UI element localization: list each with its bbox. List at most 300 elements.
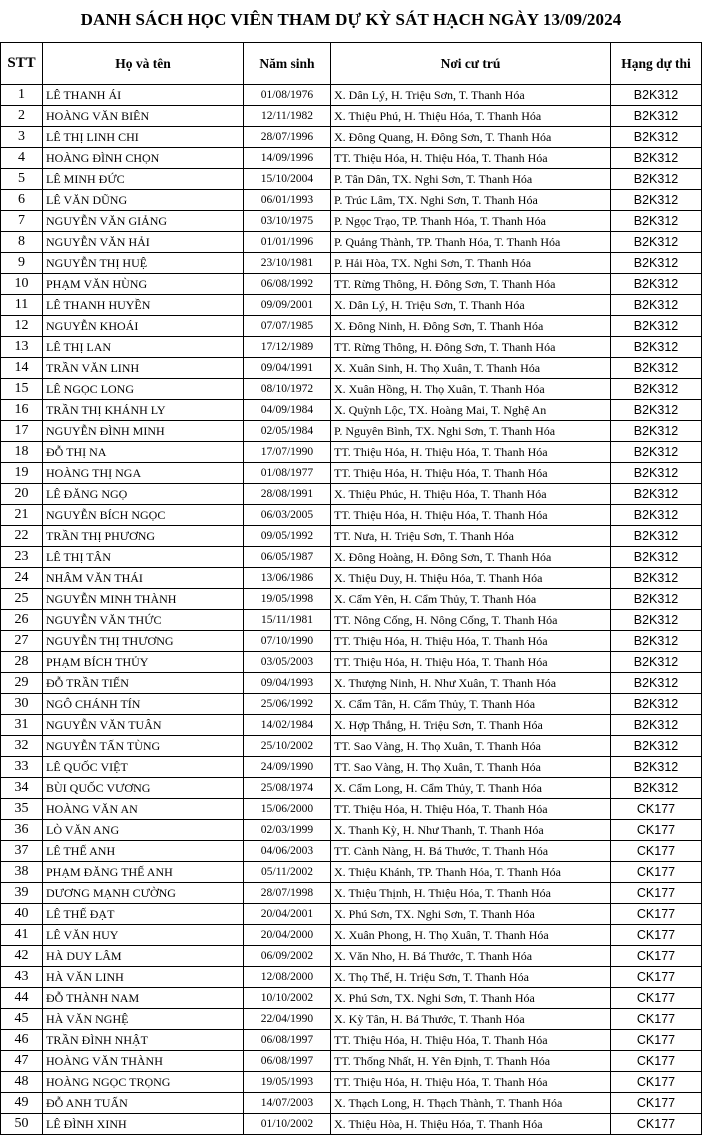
cell-name: ĐỖ ANH TUẤN	[43, 1093, 244, 1114]
cell-dob: 07/10/1990	[244, 631, 331, 652]
cell-rank: B2K312	[611, 232, 702, 253]
cell-name: LÊ ĐÌNH XINH	[43, 1114, 244, 1135]
cell-dob: 06/08/1997	[244, 1051, 331, 1072]
cell-rank: B2K312	[611, 253, 702, 274]
cell-address: X. Văn Nho, H. Bá Thước, T. Thanh Hóa	[331, 946, 611, 967]
table-row	[1, 421, 702, 442]
page-title: DANH SÁCH HỌC VIÊN THAM DỰ KỲ SÁT HẠCH NGÀY 13/09/2024	[80, 10, 622, 29]
table-row	[1, 1114, 702, 1135]
cell-rank: B2K312	[611, 316, 702, 337]
cell-name: ĐỖ THỊ NA	[43, 442, 244, 463]
cell-rank: B2K312	[611, 421, 702, 442]
cell-rank: B2K312	[611, 547, 702, 568]
table-row	[1, 1030, 702, 1051]
cell-dob: 12/08/2000	[244, 967, 331, 988]
cell-address: TT. Thiệu Hóa, H. Thiệu Hóa, T. Thanh Hóa	[331, 1072, 611, 1093]
table-row	[1, 526, 702, 547]
cell-address: P. Ngọc Trạo, TP. Thanh Hóa, T. Thanh Hóa	[331, 211, 611, 232]
cell-stt: 46	[1, 1030, 43, 1051]
cell-stt: 9	[1, 253, 43, 274]
cell-stt: 2	[1, 106, 43, 127]
table-row	[1, 988, 702, 1009]
cell-name: TRẦN THỊ PHƯƠNG	[43, 526, 244, 547]
cell-dob: 22/04/1990	[244, 1009, 331, 1030]
cell-name: LÊ NGỌC LONG	[43, 379, 244, 400]
table-row	[1, 841, 702, 862]
cell-rank: CK177	[611, 967, 702, 988]
cell-address: TT. Nông Cống, H. Nông Cống, T. Thanh Hóa	[331, 610, 611, 631]
cell-stt: 27	[1, 631, 43, 652]
cell-dob: 06/09/2002	[244, 946, 331, 967]
cell-name: NGUYỄN TẤN TÙNG	[43, 736, 244, 757]
cell-stt: 50	[1, 1114, 43, 1135]
cell-dob: 10/10/2002	[244, 988, 331, 1009]
cell-stt: 3	[1, 127, 43, 148]
cell-stt: 20	[1, 484, 43, 505]
table-row	[1, 736, 702, 757]
cell-rank: CK177	[611, 946, 702, 967]
cell-name: HOÀNG ĐÌNH CHỌN	[43, 148, 244, 169]
cell-dob: 14/02/1984	[244, 715, 331, 736]
cell-stt: 40	[1, 904, 43, 925]
cell-rank: CK177	[611, 1114, 702, 1135]
cell-rank: B2K312	[611, 169, 702, 190]
cell-name: LÊ THỊ TÂN	[43, 547, 244, 568]
cell-rank: CK177	[611, 1009, 702, 1030]
table-row	[1, 274, 702, 295]
cell-address: TT. Thống Nhất, H. Yên Định, T. Thanh Hóa	[331, 1051, 611, 1072]
cell-rank: B2K312	[611, 526, 702, 547]
cell-rank: B2K312	[611, 274, 702, 295]
cell-name: NGUYỄN THỊ THƯƠNG	[43, 631, 244, 652]
cell-stt: 41	[1, 925, 43, 946]
header-address: Nơi cư trú	[331, 43, 611, 85]
cell-dob: 09/04/1993	[244, 673, 331, 694]
table-row	[1, 757, 702, 778]
header-name: Họ và tên	[43, 43, 244, 85]
table-row	[1, 694, 702, 715]
table-row	[1, 967, 702, 988]
table-row	[1, 190, 702, 211]
table-row	[1, 253, 702, 274]
cell-name: PHẠM BÍCH THỦY	[43, 652, 244, 673]
cell-name: PHẠM ĐĂNG THẾ ANH	[43, 862, 244, 883]
table-row	[1, 610, 702, 631]
cell-rank: B2K312	[611, 568, 702, 589]
cell-stt: 45	[1, 1009, 43, 1030]
cell-stt: 12	[1, 316, 43, 337]
table-row	[1, 904, 702, 925]
cell-stt: 39	[1, 883, 43, 904]
cell-dob: 28/08/1991	[244, 484, 331, 505]
cell-address: X. Thượng Ninh, H. Như Xuân, T. Thanh Hóa	[331, 673, 611, 694]
cell-rank: CK177	[611, 1051, 702, 1072]
cell-name: LÊ MINH ĐỨC	[43, 169, 244, 190]
cell-stt: 42	[1, 946, 43, 967]
table-row	[1, 673, 702, 694]
cell-stt: 5	[1, 169, 43, 190]
table-row	[1, 337, 702, 358]
cell-address: X. Thiệu Hòa, H. Thiệu Hóa, T. Thanh Hóa	[331, 1114, 611, 1135]
cell-address: TT. Thiệu Hóa, H. Thiệu Hóa, T. Thanh Hóa	[331, 631, 611, 652]
cell-stt: 6	[1, 190, 43, 211]
cell-name: LÊ VĂN HUY	[43, 925, 244, 946]
cell-rank: B2K312	[611, 337, 702, 358]
cell-rank: B2K312	[611, 295, 702, 316]
table-row	[1, 1072, 702, 1093]
cell-rank: B2K312	[611, 610, 702, 631]
table-row	[1, 568, 702, 589]
table-row	[1, 505, 702, 526]
cell-address: TT. Sao Vàng, H. Thọ Xuân, T. Thanh Hóa	[331, 736, 611, 757]
cell-dob: 06/05/1987	[244, 547, 331, 568]
cell-stt: 32	[1, 736, 43, 757]
cell-dob: 06/03/2005	[244, 505, 331, 526]
cell-dob: 09/04/1991	[244, 358, 331, 379]
cell-name: LÊ THỊ LAN	[43, 337, 244, 358]
cell-dob: 24/09/1990	[244, 757, 331, 778]
cell-name: LÊ ĐĂNG NGỌ	[43, 484, 244, 505]
cell-rank: B2K312	[611, 463, 702, 484]
cell-dob: 03/10/1975	[244, 211, 331, 232]
table-row	[1, 862, 702, 883]
cell-stt: 31	[1, 715, 43, 736]
cell-dob: 03/05/2003	[244, 652, 331, 673]
cell-rank: CK177	[611, 883, 702, 904]
cell-address: X. Thiệu Phú, H. Thiệu Hóa, T. Thanh Hóa	[331, 106, 611, 127]
cell-stt: 49	[1, 1093, 43, 1114]
cell-stt: 11	[1, 295, 43, 316]
table-row	[1, 463, 702, 484]
header-dob: Năm sinh	[244, 43, 331, 85]
table-row	[1, 1093, 702, 1114]
cell-dob: 25/10/2002	[244, 736, 331, 757]
cell-address: X. Dân Lý, H. Triệu Sơn, T. Thanh Hóa	[331, 295, 611, 316]
table-row	[1, 1009, 702, 1030]
cell-name: LÊ VĂN DŨNG	[43, 190, 244, 211]
cell-name: NHÂM VĂN THÁI	[43, 568, 244, 589]
cell-name: NGUYỄN VĂN GIẢNG	[43, 211, 244, 232]
cell-stt: 44	[1, 988, 43, 1009]
cell-dob: 15/06/2000	[244, 799, 331, 820]
cell-address: X. Thọ Thế, H. Triệu Sơn, T. Thanh Hóa	[331, 967, 611, 988]
cell-name: NGUYỄN THỊ HUỆ	[43, 253, 244, 274]
table-row	[1, 211, 702, 232]
table-row	[1, 400, 702, 421]
cell-dob: 04/09/1984	[244, 400, 331, 421]
table-row	[1, 799, 702, 820]
cell-name: TRẦN THỊ KHÁNH LY	[43, 400, 244, 421]
cell-name: NGUYỄN ĐÌNH MINH	[43, 421, 244, 442]
cell-dob: 19/05/1993	[244, 1072, 331, 1093]
cell-dob: 01/08/1977	[244, 463, 331, 484]
cell-address: X. Thiệu Thịnh, H. Thiệu Hóa, T. Thanh Hóa	[331, 883, 611, 904]
cell-dob: 06/01/1993	[244, 190, 331, 211]
table-row	[1, 652, 702, 673]
cell-name: BÙI QUỐC VƯƠNG	[43, 778, 244, 799]
cell-dob: 02/03/1999	[244, 820, 331, 841]
cell-dob: 28/07/1998	[244, 883, 331, 904]
cell-name: ĐỖ THÀNH NAM	[43, 988, 244, 1009]
cell-rank: CK177	[611, 841, 702, 862]
cell-name: NGUYỄN VĂN THỨC	[43, 610, 244, 631]
cell-address: X. Phú Sơn, TX. Nghi Sơn, T. Thanh Hóa	[331, 904, 611, 925]
cell-stt: 36	[1, 820, 43, 841]
cell-address: X. Đông Quang, H. Đông Sơn, T. Thanh Hóa	[331, 127, 611, 148]
cell-stt: 43	[1, 967, 43, 988]
cell-dob: 20/04/2001	[244, 904, 331, 925]
cell-stt: 4	[1, 148, 43, 169]
cell-dob: 09/05/1992	[244, 526, 331, 547]
cell-name: HOÀNG VĂN THÀNH	[43, 1051, 244, 1072]
cell-address: TT. Cành Nàng, H. Bá Thước, T. Thanh Hóa	[331, 841, 611, 862]
cell-address: TT. Thiệu Hóa, H. Thiệu Hóa, T. Thanh Hóa	[331, 1030, 611, 1051]
cell-address: X. Đông Hoàng, H. Đông Sơn, T. Thanh Hóa	[331, 547, 611, 568]
cell-stt: 18	[1, 442, 43, 463]
cell-stt: 47	[1, 1051, 43, 1072]
cell-address: X. Cẩm Long, H. Cẩm Thủy, T. Thanh Hóa	[331, 778, 611, 799]
cell-address: X. Thiệu Phúc, H. Thiệu Hóa, T. Thanh Hóa	[331, 484, 611, 505]
cell-address: P. Nguyên Bình, TX. Nghi Sơn, T. Thanh Hóa	[331, 421, 611, 442]
cell-name: HOÀNG NGỌC TRỌNG	[43, 1072, 244, 1093]
candidate-table	[0, 42, 702, 1135]
cell-dob: 13/06/1986	[244, 568, 331, 589]
cell-rank: B2K312	[611, 85, 702, 106]
cell-stt: 37	[1, 841, 43, 862]
cell-stt: 28	[1, 652, 43, 673]
cell-stt: 19	[1, 463, 43, 484]
cell-dob: 19/05/1998	[244, 589, 331, 610]
table-row	[1, 232, 702, 253]
cell-address: P. Hải Hòa, TX. Nghi Sơn, T. Thanh Hóa	[331, 253, 611, 274]
cell-name: NGÔ CHÁNH TÍN	[43, 694, 244, 715]
cell-name: LÊ QUỐC VIỆT	[43, 757, 244, 778]
cell-dob: 07/07/1985	[244, 316, 331, 337]
cell-rank: B2K312	[611, 694, 702, 715]
cell-stt: 16	[1, 400, 43, 421]
cell-dob: 20/04/2000	[244, 925, 331, 946]
cell-stt: 23	[1, 547, 43, 568]
table-row	[1, 547, 702, 568]
table-row	[1, 85, 702, 106]
cell-address: X. Thạch Long, H. Thạch Thành, T. Thanh Hóa	[331, 1093, 611, 1114]
cell-rank: CK177	[611, 1030, 702, 1051]
table-row	[1, 946, 702, 967]
cell-name: LÊ THẾ ĐẠT	[43, 904, 244, 925]
cell-address: TT. Nưa, H. Triệu Sơn, T. Thanh Hóa	[331, 526, 611, 547]
cell-address: X. Thanh Kỳ, H. Như Thanh, T. Thanh Hóa	[331, 820, 611, 841]
table-row	[1, 820, 702, 841]
cell-dob: 25/08/1974	[244, 778, 331, 799]
table-row	[1, 148, 702, 169]
cell-name: NGUYỄN MINH THÀNH	[43, 589, 244, 610]
cell-address: X. Quỳnh Lộc, TX. Hoàng Mai, T. Nghệ An	[331, 400, 611, 421]
cell-stt: 34	[1, 778, 43, 799]
cell-stt: 17	[1, 421, 43, 442]
table-row	[1, 925, 702, 946]
table-row	[1, 484, 702, 505]
cell-name: LÊ THẾ ANH	[43, 841, 244, 862]
cell-dob: 02/05/1984	[244, 421, 331, 442]
cell-name: ĐỖ TRẦN TIẾN	[43, 673, 244, 694]
cell-rank: CK177	[611, 1072, 702, 1093]
cell-address: P. Quảng Thành, TP. Thanh Hóa, T. Thanh Hóa	[331, 232, 611, 253]
cell-dob: 14/09/1996	[244, 148, 331, 169]
cell-address: X. Thiệu Khánh, TP. Thanh Hóa, T. Thanh Hóa	[331, 862, 611, 883]
cell-rank: CK177	[611, 925, 702, 946]
cell-dob: 01/10/2002	[244, 1114, 331, 1135]
cell-rank: B2K312	[611, 589, 702, 610]
cell-name: TRẦN ĐÌNH NHẬT	[43, 1030, 244, 1051]
cell-name: NGUYỄN VĂN HẢI	[43, 232, 244, 253]
cell-stt: 21	[1, 505, 43, 526]
cell-stt: 30	[1, 694, 43, 715]
header-stt: STT	[1, 43, 43, 85]
cell-stt: 25	[1, 589, 43, 610]
cell-stt: 33	[1, 757, 43, 778]
cell-rank: B2K312	[611, 673, 702, 694]
table-row	[1, 106, 702, 127]
cell-stt: 29	[1, 673, 43, 694]
cell-name: HOÀNG VĂN AN	[43, 799, 244, 820]
cell-name: NGUYỄN BÍCH NGỌC	[43, 505, 244, 526]
cell-address: TT. Rừng Thông, H. Đông Sơn, T. Thanh Hóa	[331, 274, 611, 295]
table-row	[1, 358, 702, 379]
cell-stt: 26	[1, 610, 43, 631]
cell-rank: B2K312	[611, 127, 702, 148]
cell-address: TT. Thiệu Hóa, H. Thiệu Hóa, T. Thanh Hóa	[331, 148, 611, 169]
cell-stt: 13	[1, 337, 43, 358]
cell-stt: 10	[1, 274, 43, 295]
cell-address: TT. Thiệu Hóa, H. Thiệu Hóa, T. Thanh Hóa	[331, 652, 611, 673]
cell-address: TT. Rừng Thông, H. Đông Sơn, T. Thanh Hóa	[331, 337, 611, 358]
cell-address: TT. Thiệu Hóa, H. Thiệu Hóa, T. Thanh Hóa	[331, 442, 611, 463]
cell-name: NGUYỄN KHOÁI	[43, 316, 244, 337]
cell-rank: CK177	[611, 988, 702, 1009]
cell-address: TT. Thiệu Hóa, H. Thiệu Hóa, T. Thanh Hóa	[331, 505, 611, 526]
cell-name: NGUYỄN VĂN TUÂN	[43, 715, 244, 736]
cell-dob: 01/08/1976	[244, 85, 331, 106]
cell-dob: 15/11/1981	[244, 610, 331, 631]
cell-name: DƯƠNG MẠNH CƯỜNG	[43, 883, 244, 904]
table-row	[1, 442, 702, 463]
cell-rank: B2K312	[611, 631, 702, 652]
cell-name: LÒ VĂN ANG	[43, 820, 244, 841]
cell-rank: CK177	[611, 862, 702, 883]
cell-address: X. Cẩm Yên, H. Cẩm Thủy, T. Thanh Hóa	[331, 589, 611, 610]
cell-stt: 35	[1, 799, 43, 820]
cell-name: HÀ VĂN LINH	[43, 967, 244, 988]
cell-rank: B2K312	[611, 778, 702, 799]
cell-name: HOÀNG VĂN BIÊN	[43, 106, 244, 127]
cell-dob: 08/10/1972	[244, 379, 331, 400]
cell-dob: 17/07/1990	[244, 442, 331, 463]
cell-rank: CK177	[611, 904, 702, 925]
cell-rank: B2K312	[611, 715, 702, 736]
header-rank: Hạng dự thi	[611, 43, 702, 85]
cell-address: TT. Thiệu Hóa, H. Thiệu Hóa, T. Thanh Hóa	[331, 799, 611, 820]
table-row	[1, 127, 702, 148]
cell-address: X. Xuân Phong, H. Thọ Xuân, T. Thanh Hóa	[331, 925, 611, 946]
cell-rank: B2K312	[611, 106, 702, 127]
cell-rank: B2K312	[611, 757, 702, 778]
cell-name: HOÀNG THỊ NGA	[43, 463, 244, 484]
cell-stt: 1	[1, 85, 43, 106]
cell-address: X. Xuân Sinh, H. Thọ Xuân, T. Thanh Hóa	[331, 358, 611, 379]
cell-rank: B2K312	[611, 148, 702, 169]
table-row	[1, 715, 702, 736]
cell-name: LÊ THANH ÁI	[43, 85, 244, 106]
cell-rank: CK177	[611, 1093, 702, 1114]
cell-dob: 04/06/2003	[244, 841, 331, 862]
cell-address: X. Phú Sơn, TX. Nghi Sơn, T. Thanh Hóa	[331, 988, 611, 1009]
cell-rank: CK177	[611, 799, 702, 820]
cell-rank: B2K312	[611, 505, 702, 526]
cell-address: X. Thiệu Duy, H. Thiệu Hóa, T. Thanh Hóa	[331, 568, 611, 589]
cell-dob: 23/10/1981	[244, 253, 331, 274]
cell-name: LÊ THỊ LINH CHI	[43, 127, 244, 148]
cell-rank: B2K312	[611, 652, 702, 673]
cell-stt: 7	[1, 211, 43, 232]
cell-address: P. Tân Dân, TX. Nghi Sơn, T. Thanh Hóa	[331, 169, 611, 190]
cell-rank: B2K312	[611, 190, 702, 211]
cell-dob: 09/09/2001	[244, 295, 331, 316]
cell-name: LÊ THANH HUYỀN	[43, 295, 244, 316]
table-row	[1, 631, 702, 652]
cell-rank: B2K312	[611, 358, 702, 379]
cell-address: X. Dân Lý, H. Triệu Sơn, T. Thanh Hóa	[331, 85, 611, 106]
cell-stt: 24	[1, 568, 43, 589]
cell-stt: 38	[1, 862, 43, 883]
table-body	[1, 85, 702, 1135]
table-row	[1, 883, 702, 904]
cell-address: P. Trúc Lâm, TX. Nghi Sơn, T. Thanh Hóa	[331, 190, 611, 211]
cell-stt: 15	[1, 379, 43, 400]
table-row	[1, 169, 702, 190]
cell-dob: 28/07/1996	[244, 127, 331, 148]
cell-rank: B2K312	[611, 442, 702, 463]
cell-rank: B2K312	[611, 484, 702, 505]
cell-address: X. Đông Ninh, H. Đông Sơn, T. Thanh Hóa	[331, 316, 611, 337]
cell-stt: 48	[1, 1072, 43, 1093]
cell-dob: 01/01/1996	[244, 232, 331, 253]
table-row	[1, 316, 702, 337]
cell-address: TT. Sao Vàng, H. Thọ Xuân, T. Thanh Hóa	[331, 757, 611, 778]
cell-rank: B2K312	[611, 736, 702, 757]
cell-rank: B2K312	[611, 400, 702, 421]
cell-name: TRẦN VĂN LINH	[43, 358, 244, 379]
cell-name: HÀ VĂN NGHỆ	[43, 1009, 244, 1030]
table-row	[1, 379, 702, 400]
cell-stt: 22	[1, 526, 43, 547]
cell-dob: 06/08/1997	[244, 1030, 331, 1051]
table-row	[1, 589, 702, 610]
table-row	[1, 1051, 702, 1072]
cell-name: HÀ DUY LÂM	[43, 946, 244, 967]
cell-address: TT. Thiệu Hóa, H. Thiệu Hóa, T. Thanh Hóa	[331, 463, 611, 484]
cell-address: X. Hợp Thắng, H. Triệu Sơn, T. Thanh Hóa	[331, 715, 611, 736]
header-row	[1, 43, 702, 85]
cell-dob: 05/11/2002	[244, 862, 331, 883]
cell-dob: 25/06/1992	[244, 694, 331, 715]
cell-rank: CK177	[611, 820, 702, 841]
cell-address: X. Cẩm Tân, H. Cẩm Thủy, T. Thanh Hóa	[331, 694, 611, 715]
cell-address: X. Xuân Hồng, H. Thọ Xuân, T. Thanh Hóa	[331, 379, 611, 400]
cell-dob: 14/07/2003	[244, 1093, 331, 1114]
cell-rank: B2K312	[611, 379, 702, 400]
cell-dob: 06/08/1992	[244, 274, 331, 295]
cell-name: PHẠM VĂN HÙNG	[43, 274, 244, 295]
